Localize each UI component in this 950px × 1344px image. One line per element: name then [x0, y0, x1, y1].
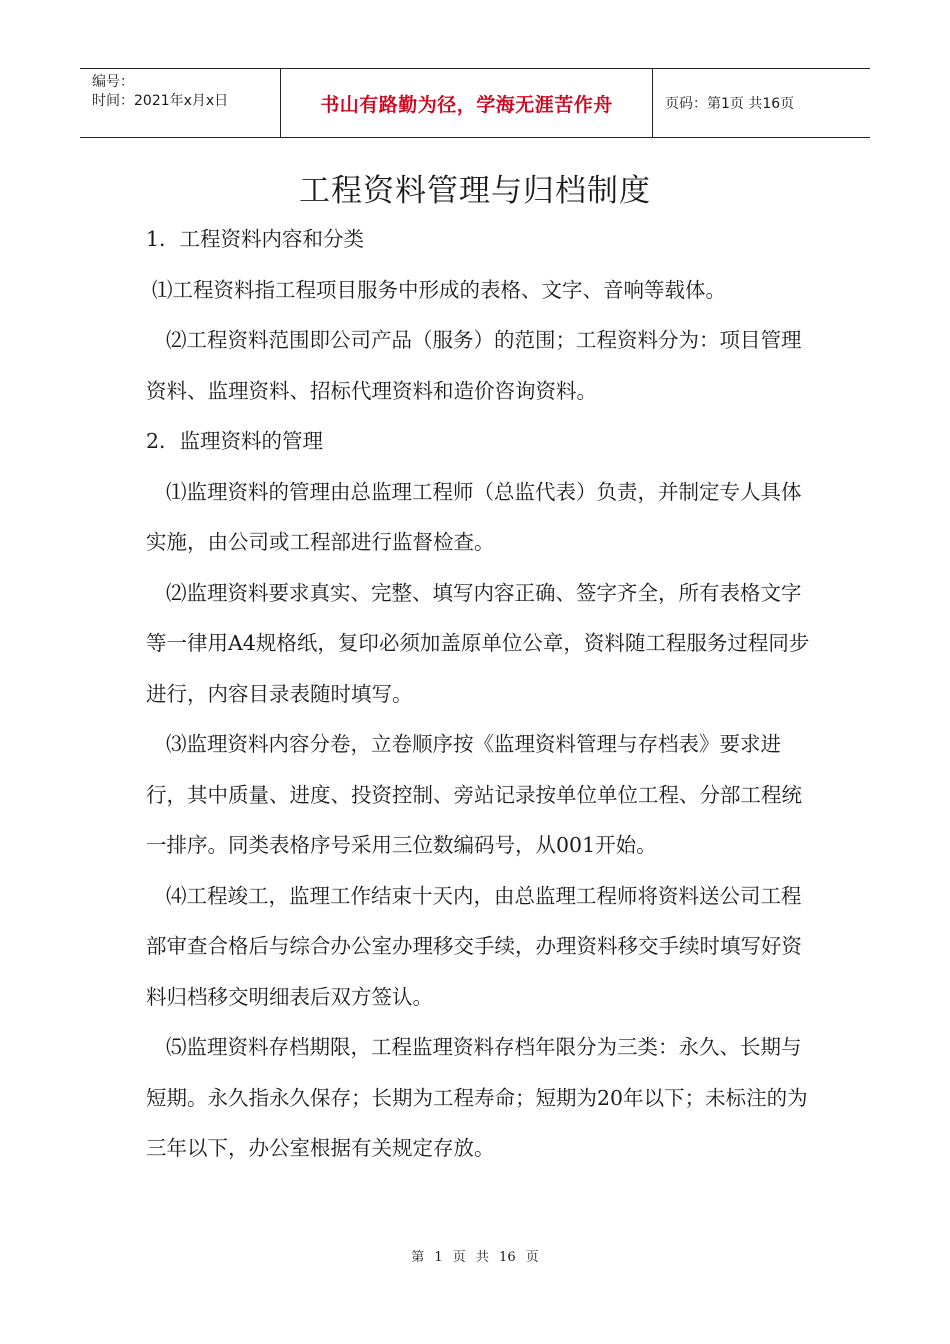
paragraph: ⑶监理资料内容分卷，立卷顺序按《监理资料管理与存档表》要求进行，其中质量、进度、投资控制、旁站记录按单位单位工程、分部工程统一排序。同类表格序号采用三位数编码号，从001开始。 — [146, 732, 802, 857]
header-motto-cell — [281, 69, 653, 137]
header-motto: 书山有路勤为径，学海无涯苦作舟 — [320, 93, 613, 116]
page-header — [80, 68, 870, 138]
document-title: 工程资料管理与归档制度 — [299, 173, 651, 209]
document-number-label: 编号： — [92, 74, 134, 90]
page-footer: 第 1 页 共 16 页 — [411, 1250, 539, 1265]
header-page-info-cell — [653, 69, 870, 137]
header-meta — [80, 69, 281, 137]
section-heading: 2．监理资料的管理 — [146, 429, 324, 453]
paragraph: ⑵监理资料要求真实、完整、填写内容正确、签字齐全，所有表格文字等一律用A4规格纸，复印必须加盖原单位公章，资料随工程服务过程同步进行，内容目录表随时填写。 — [146, 580, 810, 706]
document-body — [146, 214, 816, 1174]
header-page-info: 页码：第1页 共16页 — [665, 96, 795, 112]
paragraph: ⑴监理资料的管理由总监理工程师（总监代表）负责，并制定专人具体实施，由公司或工程部进行监督检查。 — [146, 479, 802, 554]
document-date: 时间：2021年x月x日 — [92, 93, 229, 109]
paragraph: ⑸监理资料存档期限，工程监理资料存档年限分为三类：永久、长期与短期。永久指永久保存；长期为工程寿命；短期为20年以下；未标注的为三年以下，办公室根据有关规定存放。 — [146, 1035, 808, 1160]
paragraph: ⑴工程资料指工程项目服务中形成的表格、文字、音响等载体。 — [152, 277, 726, 302]
paragraph: ⑷工程竣工，监理工作结束十天内，由总监理工程师将资料送公司工程部审查合格后与综合办公室办理移交手续，办理资料移交手续时填写好资料归档移交明细表后双方签认。 — [146, 883, 802, 1009]
paragraph: ⑵工程资料范围即公司产品（服务）的范围；工程资料分为：项目管理资料、监理资料、招标代理资料和造价咨询资料。 — [146, 328, 802, 403]
section-heading: 1．工程资料内容和分类 — [146, 227, 365, 251]
